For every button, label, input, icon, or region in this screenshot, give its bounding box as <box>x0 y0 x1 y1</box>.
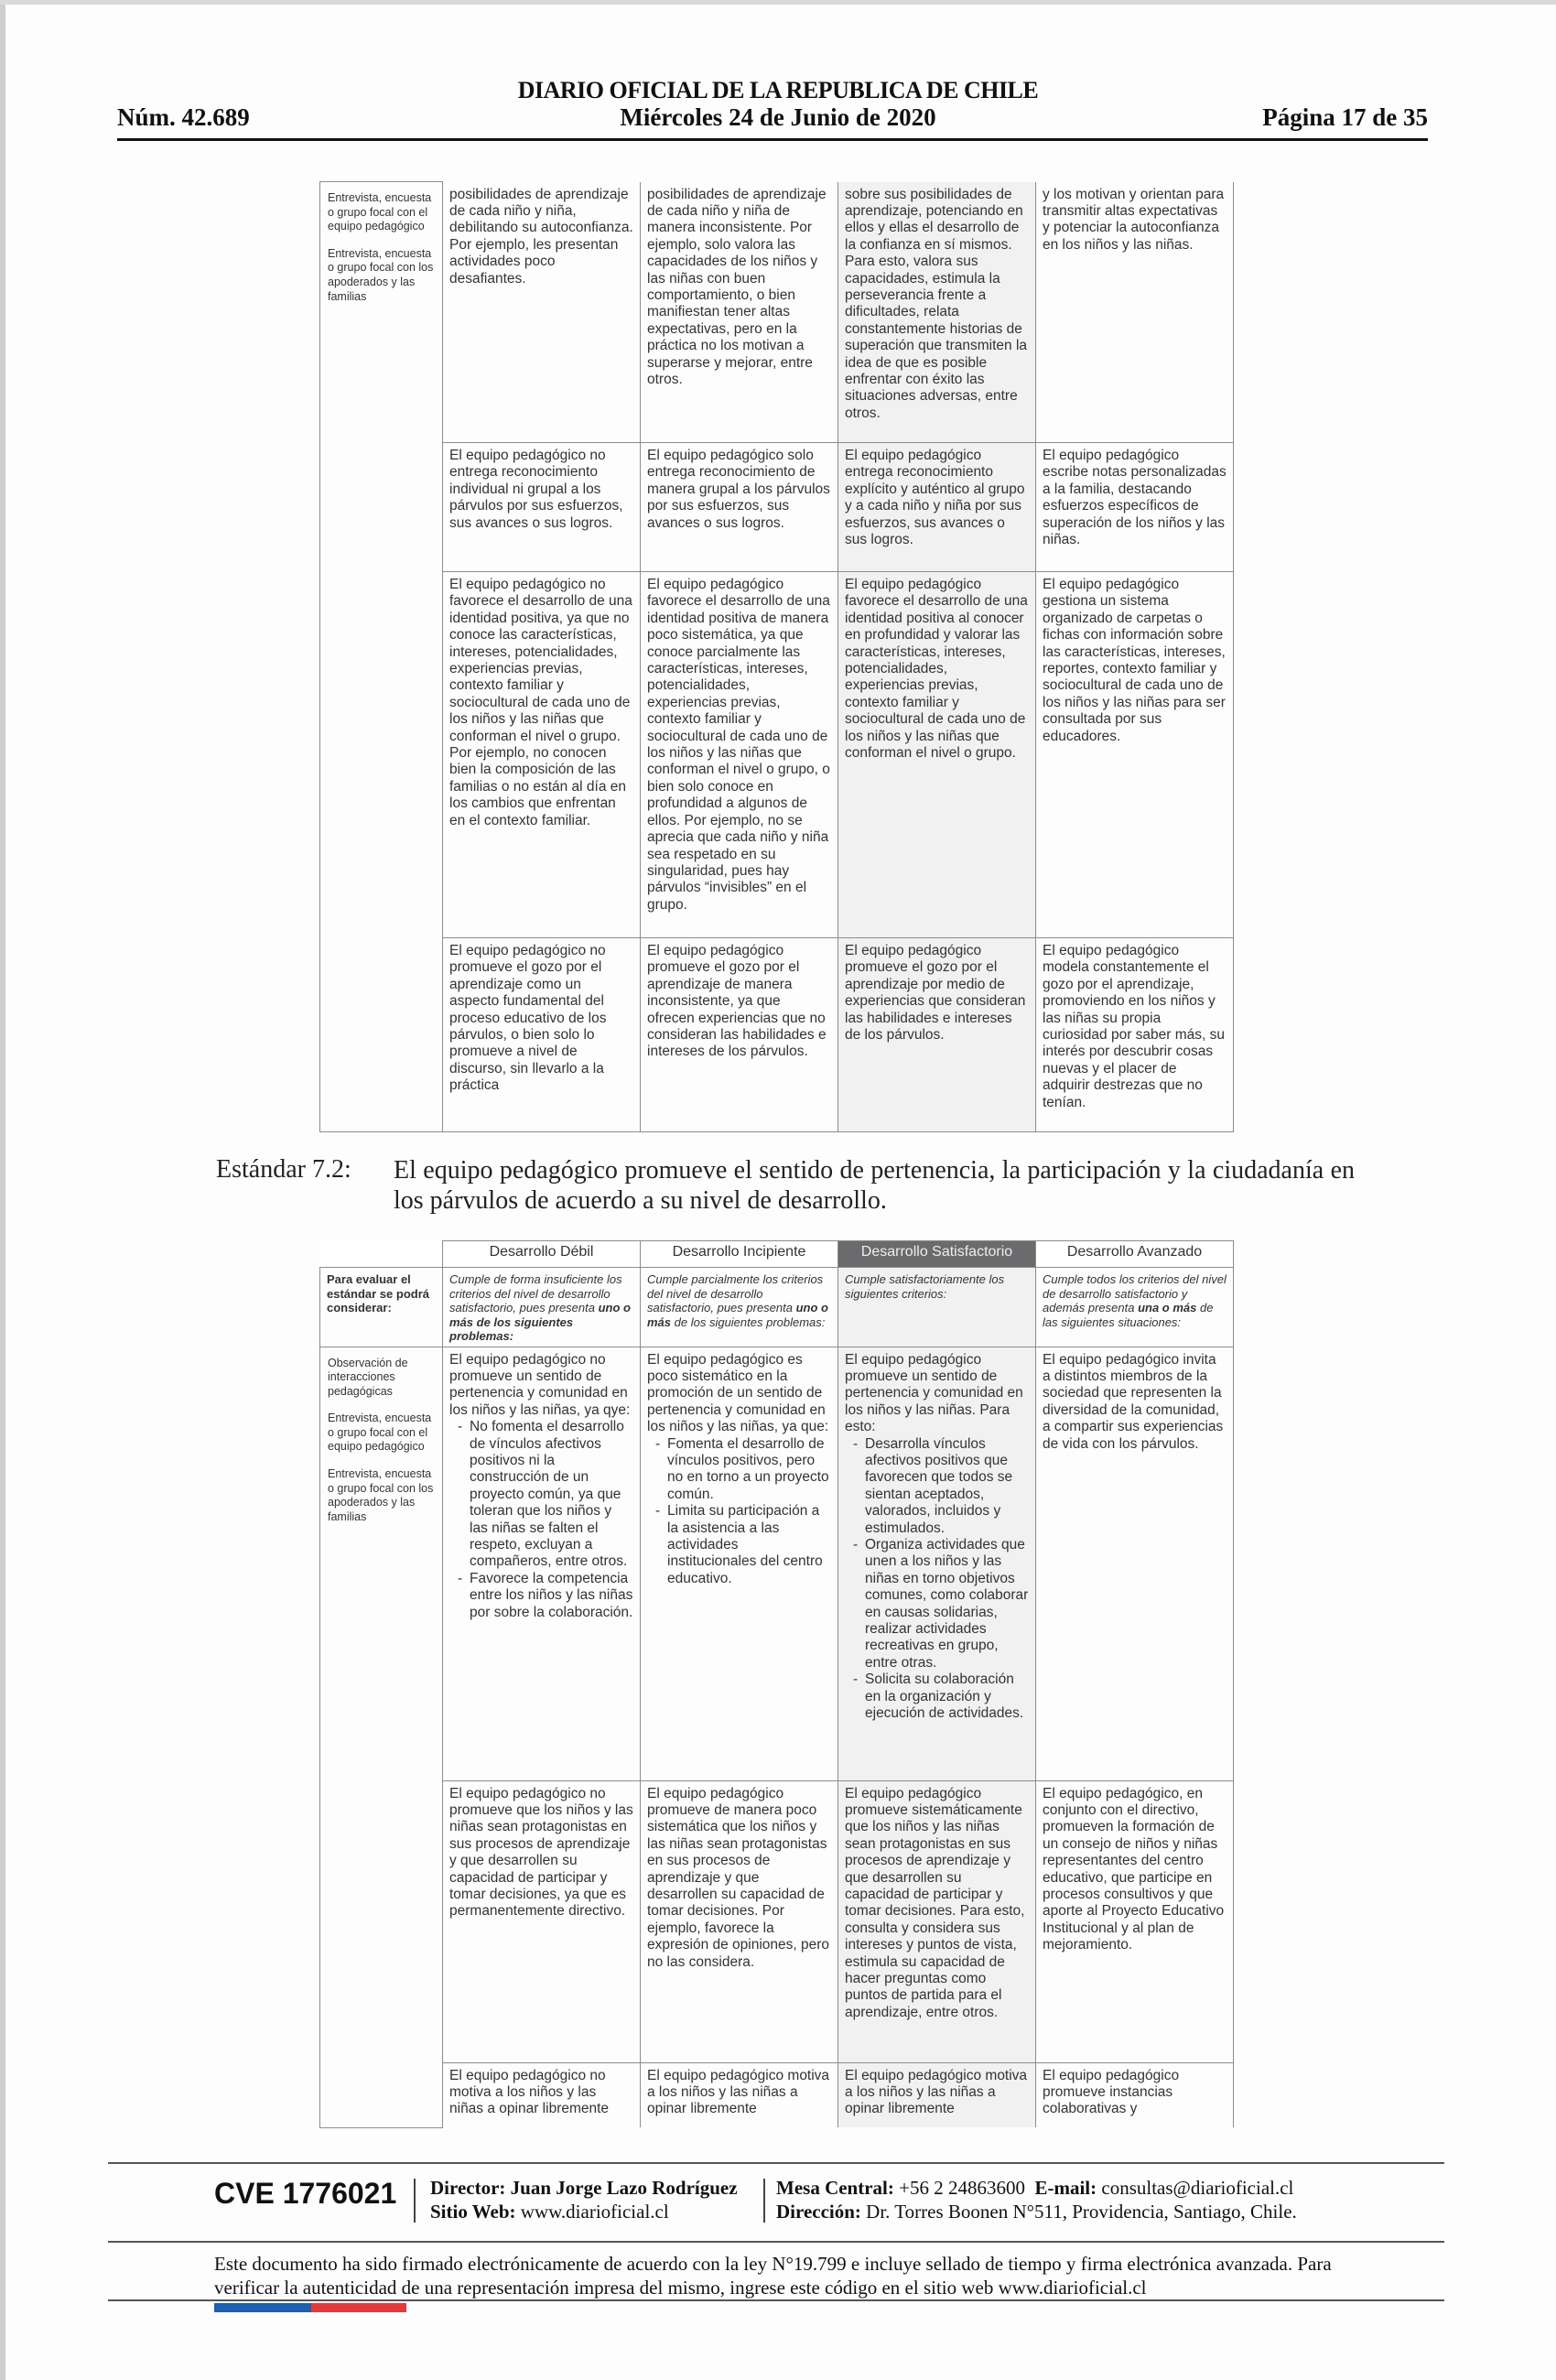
page-edge-left <box>0 0 5 2380</box>
evaluation-header: Para evaluar el estándar se podrá considerar: <box>320 1268 443 1347</box>
footer-rule-middle <box>108 2241 1444 2243</box>
evaluation-source: Entrevista, encuesta o grupo focal con los apoderados y las familias <box>328 246 434 303</box>
issue-number: Núm. 42.689 <box>117 103 250 131</box>
cell-weak: El equipo pedagógico no promueve un sentido de pertenencia y comunidad en los niños y las niñas, ya qye: - No fomenta el desarrollo de vínculos afectivos positivos ni la construcción de un proyecto común, ya que toleran que los niños y las niñas se falten el respeto, excluyan a compañeros, entre otros. - Favorece la competencia entre los niños y las niñas por sobre la colaboración. <box>443 1347 641 1780</box>
criteria-row <box>320 1268 1234 1347</box>
table-row <box>320 1347 1234 1780</box>
page-edge-top <box>0 0 1556 5</box>
table-row <box>320 182 1234 443</box>
standard-label: Estándar 7.2: <box>216 1155 351 1184</box>
flag-stripe-blue <box>214 2303 311 2312</box>
cell-incipient: El equipo pedagógico promueve el gozo por el aprendizaje de manera inconsistente, ya que ofrecen experiencias que no consideran las habilidades e intereses de los párvulos. <box>641 938 838 1132</box>
rubric-table-7-2 <box>319 1240 1234 2128</box>
list-item: - Limita su participación a la asistencia a las actividades institucionales del centro educativo. <box>667 1503 831 1587</box>
cell-advanced: El equipo pedagógico invita a distintos miembros de la sociedad que representen la diversidad de la comunidad, a compartir sus experiencias de vida con los párvulos. <box>1036 1347 1234 1780</box>
issue-date: Miércoles 24 de Junio de 2020 <box>620 103 936 131</box>
flag-stripe-red <box>311 2303 406 2312</box>
table-row <box>320 572 1234 938</box>
website-link[interactable]: www.diarioficial.cl <box>520 2201 669 2223</box>
cell-weak: posibilidades de aprendizaje de cada niño y niña, debilitando su autoconfianza. Por ejemplo, les presentan actividades poco desafiantes. <box>443 182 641 443</box>
footer-director-block: Director: Juan Jorge Lazo Rodríguez Sitio Web: www.diarioficial.cl <box>430 2177 738 2223</box>
header-rule <box>117 138 1428 141</box>
evaluation-source: Entrevista, encuesta o grupo focal con los apoderados y las familias <box>328 1467 434 1523</box>
cell-advanced: El equipo pedagógico gestiona un sistema organizado de carpetas o fichas con información sobre las características, intereses, reportes, contexto familiar y sociocultural de cada uno de los niños y las niñas para ser consultada por sus educadores. <box>1036 572 1234 938</box>
footer-contact-block: Mesa Central: +56 2 24863600 E-mail: consultas@diarioficial.cl Dirección: Dr. Torres Boonen N°511, Providencia, Santiago, Chile. <box>776 2177 1297 2223</box>
cell-incipient: El equipo pedagógico motiva a los niños y las niñas a opinar libremente <box>641 2062 838 2127</box>
evaluation-source: Entrevista, encuesta o grupo focal con el equipo pedagógico <box>328 1412 432 1454</box>
page-indicator: Página 17 de 35 <box>1262 103 1428 131</box>
cell-satisfactory: El equipo pedagógico motiva a los niños y las niñas a opinar libremente <box>838 2062 1036 2127</box>
cell-incipient: posibilidades de aprendizaje de cada niño y niña de manera inconsistente. Por ejemplo, solo valora las capacidades de los niños y las niñas con buen comportamiento, o bien manifiestan tener altas expectativas, pero en la práctica no los motivan a superarse y mejorar, entre otros. <box>641 182 838 443</box>
rubric-table-7-1-continued <box>319 181 1234 1132</box>
criteria-incipient: Cumple parcialmente los criterios del nivel de desarrollo satisfactorio, pues presenta uno o más de los siguientes problemas: <box>641 1268 838 1347</box>
table-row <box>320 443 1234 572</box>
cell-incipient: El equipo pedagógico solo entrega reconocimiento de manera grupal a los párvulos por sus esfuerzos, sus avances o sus logros. <box>641 443 838 572</box>
footer-rule-bottom <box>108 2299 1444 2301</box>
level-advanced-header: Desarrollo Avanzado <box>1036 1241 1234 1268</box>
cell-satisfactory: El equipo pedagógico promueve sistemáticamente que los niños y las niñas sean protagonistas en sus procesos de aprendizaje y que desarrollen su capacidad de participar y tomar decisiones. Para esto, consulta y considera sus intereses y puntos de vista, estimula su capacidad de hacer preguntas como puntos de partida para el aprendizaje, entre otros. <box>838 1780 1036 2062</box>
cell-weak: El equipo pedagógico no promueve que los niños y las niñas sean protagonistas en sus procesos de aprendizaje y que desarrollen su capacidad de participar y tomar decisiones, ya que es permanentemente directivo. <box>443 1780 641 2062</box>
list-item: - Favorece la competencia entre los niños y las niñas por sobre la colaboración. <box>470 1571 633 1621</box>
cell-advanced: El equipo pedagógico escribe notas personalizadas a la familia, destacando esfuerzos específicos de superación de los niños y las niñas. <box>1036 443 1234 572</box>
footer-divider <box>414 2179 416 2223</box>
criteria-weak: Cumple de forma insuficiente los criterios del nivel de desarrollo satisfactorio, pues presenta uno o más de los siguientes problemas: <box>443 1268 641 1347</box>
evaluation-source: Entrevista, encuesta o grupo focal con el equipo pedagógico <box>328 191 432 233</box>
email-link[interactable]: consultas@diarioficial.cl <box>1101 2177 1294 2199</box>
legal-notice: Este documento ha sido firmado electrónicamente de acuerdo con la ley N°19.799 e incluye sellado de tiempo y firma electrónica avanzada. Para verificar la autenticidad de una representación impresa del mismo, ingrese este código en el sitio web www.diarioficial.cl <box>214 2253 1332 2299</box>
list-item: - Organiza actividades que unen a los niños y las niñas en torno objetivos comunes, como colaborar en causas solidarias, realizar actividades recreativas en grupo, entre otras. <box>865 1537 1029 1671</box>
cell-incipient: El equipo pedagógico es poco sistemático en la promoción de un sentido de pertenencia y comunidad en los niños y las niñas, ya que: - Fomenta el desarrollo de vínculos positivos, pero no en torno a un proyecto común. - Limita su participación a la asistencia a las actividades institucionales del centro educativo. <box>641 1347 838 1780</box>
header-blank <box>320 1241 443 1268</box>
cell-satisfactory: El equipo pedagógico promueve el gozo por el aprendizaje por medio de experiencias que consideran las habilidades e intereses de los párvulos. <box>838 938 1036 1132</box>
cell-satisfactory: El equipo pedagógico promueve un sentido de pertenencia y comunidad en los niños y las niñas. Para esto: - Desarrolla vínculos afectivos positivos que favorecen que todos se sientan aceptados, valorados, incluidos y estimulados. - Organiza actividades que unen a los niños y las niñas en torno objetivos comunes, como colaborar en causas solidarias, realizar actividades recreativas en grupo, entre otras. - Solicita su colaboración en la organización y ejecución de actividades. <box>838 1347 1036 1780</box>
phone-number: +56 2 24863600 <box>899 2177 1025 2199</box>
table-row <box>320 938 1234 1132</box>
cell-weak: El equipo pedagógico no entrega reconocimiento individual ni grupal a los párvulos por sus esfuerzos, sus avances o sus logros. <box>443 443 641 572</box>
address: Dr. Torres Boonen N°511, Providencia, Santiago, Chile. <box>866 2201 1297 2223</box>
cell-weak: El equipo pedagógico no motiva a los niños y las niñas a opinar libremente <box>443 2062 641 2127</box>
cell-weak: El equipo pedagógico no favorece el desarrollo de una identidad positiva, ya que no conoce las características, intereses, potencialidades, experiencias previas, contexto familiar y sociocultural de cada uno de los niños y las niñas que conforman el nivel o grupo. Por ejemplo, no conocen bien la composición de las familias o no están al día en los cambios que enfrentan en el contexto familiar. <box>443 572 641 938</box>
evaluation-source: Observación de interacciones pedagógicas <box>328 1356 408 1398</box>
cell-weak: El equipo pedagógico no promueve el gozo por el aprendizaje como un aspecto fundamental del proceso educativo de los párvulos, o bien solo lo promueve a nivel de discurso, sin llevarlo a la práctica <box>443 938 641 1132</box>
cell-satisfactory: El equipo pedagógico entrega reconocimiento explícito y auténtico al grupo y a cada niño y niña por sus esfuerzos, sus avances o sus logros. <box>838 443 1036 572</box>
evaluation-sources <box>320 182 443 1132</box>
list-item: - Desarrolla vínculos afectivos positivos que favorecen que todos se sientan aceptados, valorados, incluidos y estimulados. <box>865 1436 1029 1537</box>
cell-advanced: El equipo pedagógico modela constantemente el gozo por el aprendizaje, promoviendo en los niños y las niñas su propia curiosidad por saber más, su interés por descubrir cosas nuevas y el placer de adquirir destrezas que no tenían. <box>1036 938 1234 1132</box>
criteria-advanced: Cumple todos los criterios del nivel de desarrollo satisfactorio y además presenta una o más de las siguientes situaciones: <box>1036 1268 1234 1347</box>
cve-code: CVE 1776021 <box>214 2177 397 2210</box>
cell-advanced: El equipo pedagógico promueve instancias colaborativas y <box>1036 2062 1234 2127</box>
footer-divider <box>763 2179 765 2223</box>
cell-advanced: El equipo pedagógico, en conjunto con el directivo, promueven la formación de un consejo de niños y niñas representantes del centro educativo, que participe en procesos consultivos y que aporte al Proyecto Educativo Institucional y al plan de mejoramiento. <box>1036 1780 1234 2062</box>
footer-rule-top <box>108 2162 1444 2164</box>
list-item: - No fomenta el desarrollo de vínculos afectivos positivos ni la construcción de un proyecto común, ya que toleran que los niños y las niñas se falten el respeto, excluyan a compañeros, entre otros. <box>470 1419 633 1571</box>
newspaper-title: DIARIO OFICIAL DE LA REPUBLICA DE CHILE <box>517 77 1039 103</box>
level-weak-header: Desarrollo Débil <box>443 1241 641 1268</box>
table-header-row <box>320 1241 1234 1268</box>
cell-incipient: El equipo pedagógico promueve de manera poco sistemática que los niños y las niñas sean protagonistas en sus procesos de aprendizaje y que desarrollen su capacidad de tomar decisiones. Por ejemplo, favorece la expresión de opiniones, pero no las considera. <box>641 1780 838 2062</box>
list-item: - Fomenta el desarrollo de vínculos positivos, pero no en torno a un proyecto común. <box>667 1436 831 1504</box>
list-item: - Solicita su colaboración en la organización y ejecución de actividades. <box>865 1671 1029 1722</box>
table-row <box>320 1780 1234 2062</box>
cell-satisfactory: El equipo pedagógico favorece el desarrollo de una identidad positiva al conocer en profundidad y valorar las características, intereses, potencialidades, experiencias previas, contexto familiar y sociocultural de cada uno de los niños y las niñas que conforman el nivel o grupo. <box>838 572 1036 938</box>
level-incipient-header: Desarrollo Incipiente <box>641 1241 838 1268</box>
cell-satisfactory: sobre sus posibilidades de aprendizaje, potenciando en ellos y ellas el desarrollo de la confianza en sí mismos. Para esto, valora sus capacidades, estimula la perseverancia frente a dificultades, relata constantemente historias de superación que transmiten la idea de que es posible enfrentar con éxito las situaciones adversas, entre otros. <box>838 182 1036 443</box>
standard-description: El equipo pedagógico promueve el sentido de pertenencia, la participación y la ciudadanía en los párvulos de acuerdo a su nivel de desarrollo. <box>394 1156 1355 1215</box>
table-row <box>320 2062 1234 2127</box>
cell-incipient: El equipo pedagógico favorece el desarrollo de una identidad positiva de manera poco sistemática, ya que conoce parcialmente las características, intereses, potencialidades, experiencias previas, contexto familiar y sociocultural de cada uno de los niños y las niñas que conforman el nivel o grupo, o bien solo conoce en profundidad a algunos de ellos. Por ejemplo, no se aprecia que cada niño y niña sea respetado en su singularidad, pues hay párvulos “invisibles” en el grupo. <box>641 572 838 938</box>
level-satisfactory-header: Desarrollo Satisfactorio <box>838 1241 1036 1268</box>
criteria-satisfactory: Cumple satisfactoriamente los siguientes criterios: <box>838 1268 1036 1347</box>
cell-advanced: y los motivan y orientan para transmitir altas expectativas y potenciar la autoconfianza en los niños y las niñas. <box>1036 182 1234 443</box>
evaluation-sources <box>320 1347 443 2127</box>
director-name: Juan Jorge Lazo Rodríguez <box>510 2177 738 2199</box>
